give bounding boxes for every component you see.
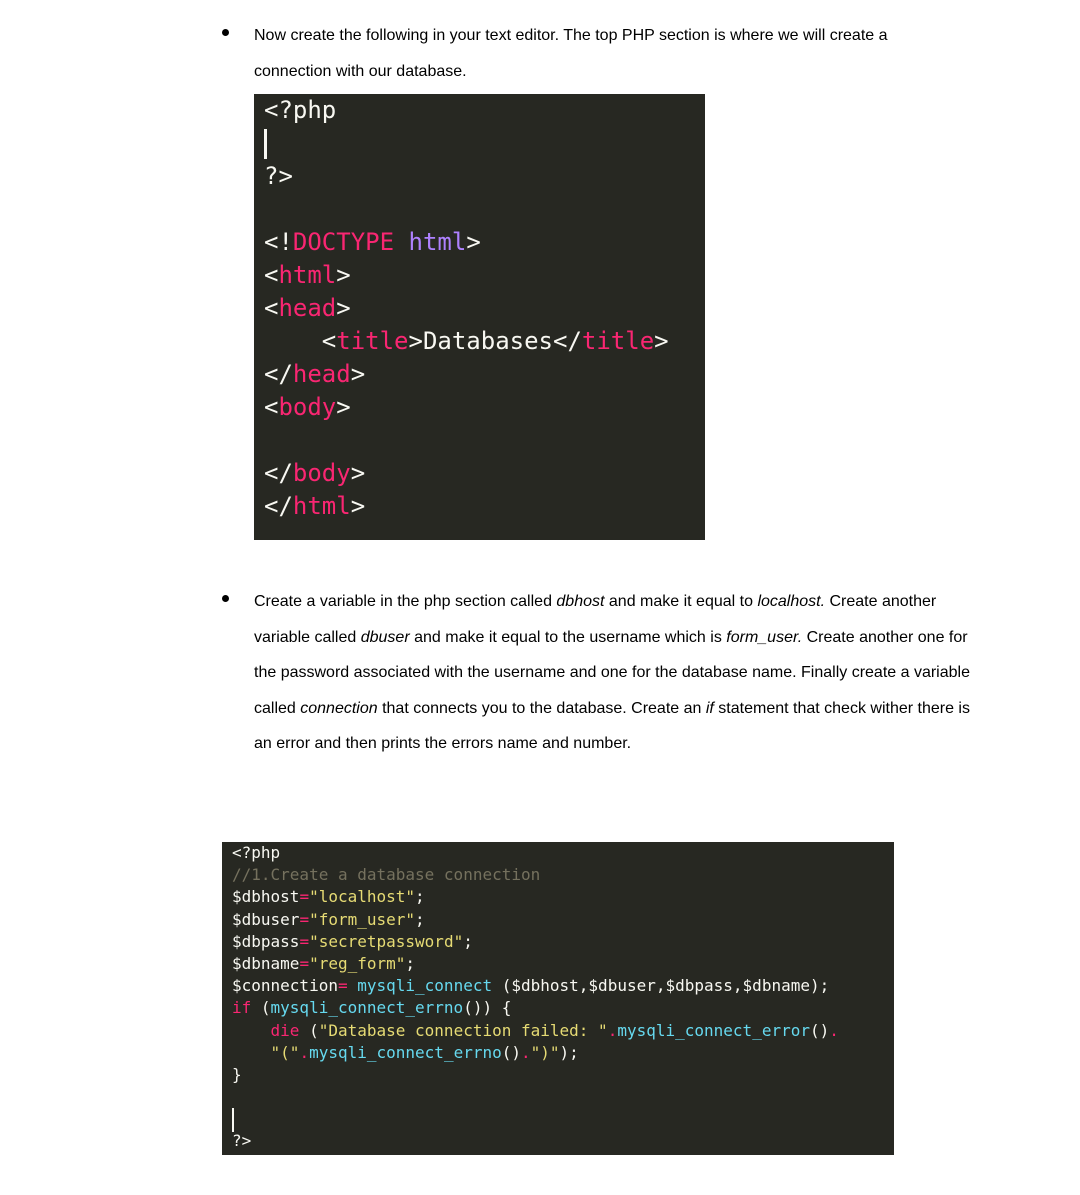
code-line bbox=[232, 1064, 884, 1086]
code-token: > bbox=[654, 327, 669, 355]
code-token: mysqli_connect_error bbox=[617, 1020, 810, 1040]
text-span: Create another variable called bbox=[254, 593, 937, 646]
code-token: () bbox=[809, 1020, 830, 1040]
bullet-text-1 bbox=[254, 18, 934, 89]
code-token bbox=[394, 228, 408, 256]
code-token: > bbox=[350, 492, 366, 520]
code-token: < bbox=[264, 393, 279, 421]
bullet-dot bbox=[222, 595, 229, 602]
bullet-text-2 bbox=[254, 584, 974, 762]
code-token: >Databases</ bbox=[408, 327, 582, 355]
code-token: "(" bbox=[270, 1042, 300, 1062]
code-line bbox=[232, 1020, 884, 1042]
code-token: < bbox=[264, 294, 279, 322]
text-span: Now create the following in your text editor. The top PHP section is where we will create a connection with our database. bbox=[254, 27, 888, 80]
code-line bbox=[264, 424, 695, 457]
code-line bbox=[264, 226, 695, 259]
code-token: title bbox=[336, 327, 409, 355]
text-span: and make it equal to the username which is bbox=[409, 628, 727, 646]
code-token: $connection bbox=[232, 976, 338, 996]
code-token: "reg_form" bbox=[309, 953, 406, 973]
code-token: = bbox=[299, 953, 310, 973]
code-screenshot-php-connection bbox=[222, 842, 894, 1155]
code-token: = bbox=[337, 976, 358, 996]
code-token: html bbox=[408, 228, 467, 256]
code-token bbox=[232, 1021, 271, 1040]
code-token: () bbox=[501, 1042, 521, 1062]
bullet-item-2 bbox=[222, 584, 982, 762]
code-token: $dbname bbox=[232, 953, 300, 973]
code-token: </ bbox=[264, 360, 293, 388]
text-span: statement that check wither there is an error and then prints the errors name and number. bbox=[254, 699, 970, 752]
code-line bbox=[232, 864, 884, 886]
code-token: > bbox=[336, 294, 351, 322]
code-token: mysqli_connect_errno bbox=[270, 998, 464, 1018]
code-token: ; bbox=[415, 887, 425, 907]
code-token: ; bbox=[415, 909, 425, 929]
code-token: head bbox=[292, 360, 351, 388]
code-line bbox=[232, 931, 884, 953]
italic-term: dbuser bbox=[360, 628, 410, 646]
code-token: = bbox=[299, 887, 310, 907]
code-token: die bbox=[270, 1020, 300, 1040]
code-token: > bbox=[350, 360, 366, 388]
code-token: . bbox=[829, 1020, 839, 1040]
italic-term: form_user. bbox=[726, 628, 803, 646]
code-line bbox=[232, 975, 884, 997]
code-line bbox=[232, 842, 884, 864]
text-span: that connects you to the database. Create an bbox=[377, 699, 706, 717]
code-token: ; bbox=[405, 953, 416, 973]
code-token: ?> bbox=[232, 1131, 252, 1151]
code-token: . bbox=[521, 1042, 531, 1062]
italic-term: localhost. bbox=[757, 593, 826, 610]
code-token: ); bbox=[559, 1042, 579, 1062]
code-line bbox=[264, 160, 695, 193]
code-line bbox=[232, 1108, 884, 1130]
code-token: ($dbhost,$dbuser,$dbpass,$dbname); bbox=[492, 976, 830, 996]
code-line bbox=[264, 292, 695, 325]
italic-term: dbhost bbox=[556, 593, 605, 610]
code-line bbox=[264, 358, 695, 391]
code-line bbox=[264, 391, 695, 424]
code-token: $dbhost bbox=[232, 887, 300, 907]
code-token: ")" bbox=[530, 1042, 560, 1062]
code-token: </ bbox=[264, 492, 293, 520]
code-line bbox=[264, 325, 695, 358]
code-token: "localhost" bbox=[309, 887, 416, 907]
text-cursor bbox=[232, 1108, 234, 1132]
code-token: html bbox=[278, 261, 337, 289]
code-line bbox=[264, 127, 695, 160]
code-line bbox=[232, 886, 884, 908]
code-token: head bbox=[278, 294, 337, 322]
code-token: > bbox=[336, 393, 351, 421]
code-token: if bbox=[232, 998, 252, 1018]
code-token: $dbpass bbox=[232, 931, 300, 951]
code-token: < bbox=[264, 261, 279, 289]
code-token: = bbox=[299, 909, 310, 929]
code-token: </ bbox=[264, 459, 293, 487]
code-line bbox=[264, 94, 695, 127]
italic-term: connection bbox=[300, 699, 378, 717]
code-token: > bbox=[336, 261, 351, 289]
code-token: "Database connection failed: " bbox=[318, 1020, 608, 1040]
code-line bbox=[232, 953, 884, 975]
code-token: <?php bbox=[264, 96, 337, 124]
code-token: ; bbox=[463, 931, 473, 951]
code-token: body bbox=[292, 459, 351, 487]
code-token: = bbox=[299, 931, 310, 951]
code-token: DOCTYPE bbox=[292, 228, 395, 256]
code-token: ( bbox=[299, 1020, 319, 1040]
text-span: and make it equal to bbox=[604, 593, 758, 610]
code-line bbox=[232, 1130, 884, 1152]
code-token: mysqli_connect bbox=[357, 976, 493, 996]
text-span: Create another one for the password associated with the username and one for the database name. Finally create a variable called bbox=[254, 628, 970, 717]
code-token: < bbox=[264, 327, 337, 355]
bullet-dot bbox=[222, 29, 229, 36]
code-token: ?> bbox=[264, 162, 293, 190]
code-token: . bbox=[299, 1042, 310, 1062]
code-token: //1.Create a database connection bbox=[232, 865, 541, 885]
code-token: > bbox=[466, 228, 481, 256]
code-token: ( bbox=[251, 998, 271, 1018]
code-token: <! bbox=[264, 228, 293, 256]
code-token: } bbox=[232, 1064, 242, 1084]
code-token: mysqli_connect_errno bbox=[309, 1042, 502, 1062]
code-line bbox=[232, 997, 884, 1019]
code-token: > bbox=[350, 459, 366, 487]
italic-term: if bbox=[705, 699, 714, 717]
code-token bbox=[232, 1043, 271, 1062]
code-token: $dbuser bbox=[232, 909, 300, 929]
code-line bbox=[264, 259, 695, 292]
code-line bbox=[264, 193, 695, 226]
code-token: "secretpassword" bbox=[309, 931, 464, 951]
code-token: html bbox=[292, 492, 351, 520]
code-token: ()) { bbox=[463, 998, 512, 1018]
bullet-item-1 bbox=[222, 18, 982, 89]
code-screenshot-html-template bbox=[254, 94, 705, 540]
code-token: <?php bbox=[232, 843, 281, 862]
code-token: "form_user" bbox=[309, 909, 416, 929]
code-line bbox=[232, 1042, 884, 1064]
code-token: . bbox=[607, 1020, 618, 1040]
code-token: title bbox=[581, 327, 655, 355]
text-cursor bbox=[264, 129, 267, 159]
code-line bbox=[264, 490, 695, 523]
text-span: Create a variable in the php section called bbox=[254, 593, 557, 610]
code-line bbox=[232, 909, 884, 931]
code-token: body bbox=[278, 393, 337, 421]
code-line bbox=[232, 1086, 884, 1108]
code-line bbox=[264, 457, 695, 490]
